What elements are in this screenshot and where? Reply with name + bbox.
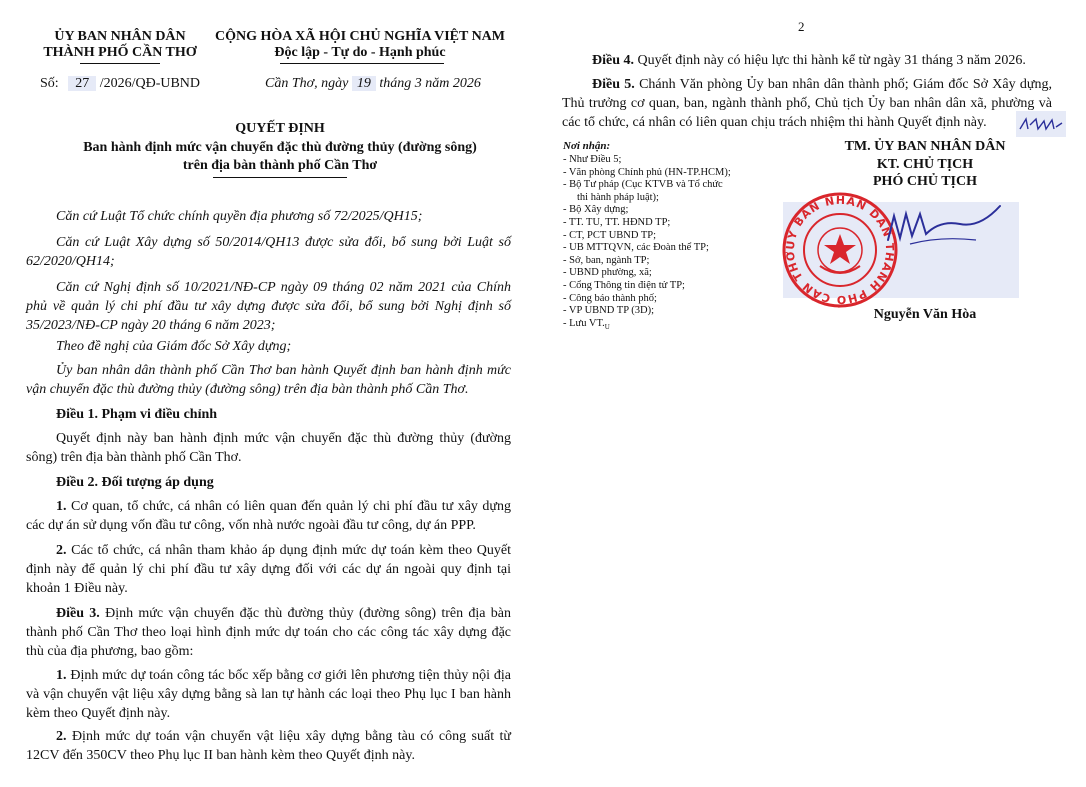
date-suffix: tháng 3 năm 2026 bbox=[379, 76, 481, 91]
article-3-body: Định mức vận chuyển đặc thù đường thủy (đường sông) trên địa bàn thành phố Cần Thơ theo loại hình định mức dự toán cho các công tác xây dựng đặc thù của địa phương, bao gồm: bbox=[26, 606, 511, 659]
recipient-item: - Sở, ban, ngành TP; bbox=[563, 254, 650, 266]
agency-name bbox=[20, 29, 220, 61]
article-3-clause-2 bbox=[26, 727, 511, 765]
number-value: 27 bbox=[68, 76, 96, 91]
page-number: 2 bbox=[798, 19, 805, 34]
nation-line2: Độc lập - Tự do - Hạnh phúc bbox=[274, 45, 446, 60]
recipient-text: - Lưu VT. bbox=[563, 317, 605, 329]
recipient-item: - Văn phòng Chính phủ (HN-TP.HCM); bbox=[563, 166, 731, 178]
article-2-clause-1 bbox=[26, 497, 511, 535]
article-5-title: Điều 5. bbox=[592, 77, 635, 92]
clause-number: 1. bbox=[56, 668, 67, 683]
recipients-label: Nơi nhận: bbox=[563, 140, 611, 152]
nation-line1: CỘNG HÒA XÃ HỘI CHỦ NGHĨA VIỆT NAM bbox=[214, 29, 505, 44]
preamble-2: Căn cứ Luật Xây dựng số 50/2014/QH13 được sửa đổi, bổ sung bởi Luật số 62/2020/QH14; bbox=[26, 235, 511, 269]
recipient-initial: U bbox=[604, 322, 610, 331]
recipient-item: - UBND phường, xã; bbox=[563, 267, 652, 279]
title-underline bbox=[213, 177, 347, 178]
agency-line1: ỦY BAN NHÂN DÂN bbox=[54, 29, 186, 44]
signer-name: Nguyễn Văn Hòa bbox=[873, 307, 977, 322]
article-3-clause-1 bbox=[26, 666, 511, 723]
handwritten-signature-icon bbox=[880, 200, 1020, 260]
recipient-item: thi hành pháp luật); bbox=[577, 191, 659, 203]
recipient-item: - Bộ Tư pháp (Cục KTVB và Tổ chức bbox=[563, 179, 723, 191]
national-motto bbox=[205, 29, 515, 61]
preamble-1: Căn cứ Luật Tổ chức chính quyền địa phương số 72/2025/QH15; bbox=[56, 209, 423, 224]
subtitle-line1: Ban hành định mức vận chuyển đặc thù đường thủy (đường sông) bbox=[83, 140, 477, 155]
article-4-body: Quyết định này có hiệu lực thi hành kể từ ngày 31 tháng 3 năm 2026. bbox=[637, 53, 1026, 68]
recipient-item: - Như Điều 5; bbox=[563, 154, 622, 165]
preamble-3: Căn cứ Nghị định số 10/2021/NĐ-CP ngày 09 tháng 02 năm 2021 của Chính phủ về quản lý chi phí đầu tư xây dựng được sửa đổi, bổ sung bởi Nghị định số 35/2023/NĐ-CP ngày 20 tháng 6 năm 2023; bbox=[26, 280, 511, 333]
number-label: Số: bbox=[40, 76, 59, 91]
initials-scribble-icon bbox=[1016, 111, 1066, 137]
clause-text: Các tổ chức, cá nhân tham khảo áp dụng định mức dự toán kèm theo Quyết định này để quản lý chi phí đầu tư xây dựng đối với các dự án ngoài quy định tại khoản 1 Điều này. bbox=[26, 543, 512, 596]
recipients-list bbox=[563, 154, 731, 333]
recipient-item: - Công báo thành phố; bbox=[563, 292, 657, 304]
article-4 bbox=[562, 51, 1052, 70]
clause-number: 2. bbox=[56, 729, 67, 744]
article-5-body: Chánh Văn phòng Ủy ban nhân dân thành phố; Giám đốc Sở Xây dựng, Thủ trưởng cơ quan, ban, ngành thành phố, Chủ tịch Ủy ban nhân dân xã, phường và các tổ chức, cá nhân có liên quan chịu trách nhiệm thi hành Quyết định này. bbox=[562, 77, 1052, 130]
initials-mark bbox=[1016, 111, 1066, 137]
decision-number bbox=[40, 76, 200, 92]
date-prefix: Cần Thơ, ngày bbox=[265, 76, 349, 91]
recipient-item: - UB MTTQVN, các Đoàn thể TP; bbox=[563, 242, 709, 254]
clause-text: Định mức dự toán vận chuyển vật liệu xây dựng bằng tàu có công suất từ 12CV đến 350CV theo Phụ lục II ban hành kèm theo Quyết định này. bbox=[26, 729, 512, 763]
recipient-item: - Cổng Thông tin điện tử TP; bbox=[563, 279, 685, 291]
issue-date bbox=[265, 76, 481, 92]
recipient-item: - CT, PCT UBND TP; bbox=[563, 229, 657, 241]
document-subtitle bbox=[20, 139, 540, 175]
number-suffix: /2026/QĐ-UBND bbox=[99, 76, 201, 91]
article-1-body: Quyết định này ban hành định mức vận chuyển đặc thù đường thủy (đường sông) trên địa bàn thành phố Cần Thơ. bbox=[26, 431, 511, 465]
motto-underline bbox=[280, 63, 444, 64]
agency-underline bbox=[80, 63, 160, 64]
sign-line3: PHÓ CHỦ TỊCH bbox=[873, 174, 977, 189]
signature-authority bbox=[810, 138, 1040, 191]
article-5 bbox=[562, 75, 1052, 132]
recipient-item bbox=[563, 318, 731, 334]
recipient-item: - Bộ Xây dựng; bbox=[563, 204, 629, 216]
clause-number: 1. bbox=[56, 499, 67, 514]
agency-line2: THÀNH PHỐ CẦN THƠ bbox=[43, 45, 197, 60]
preamble-5: Ủy ban nhân dân thành phố Cần Thơ ban hành Quyết định ban hành định mức vận chuyển đặc thù đường thủy (đường sông) trên địa bàn thành phố Cần Thơ. bbox=[26, 363, 511, 397]
article-2-title: Điều 2. Đối tượng áp dụng bbox=[56, 475, 214, 490]
document-title: QUYẾT ĐỊNH bbox=[235, 121, 325, 136]
clause-number: 2. bbox=[56, 543, 67, 558]
seal-text: ỦY BAN NHÂN DÂN THÀNH PHỐ CẦN THƠ bbox=[783, 193, 897, 307]
article-1-title: Điều 1. Phạm vi điều chỉnh bbox=[56, 407, 218, 422]
sign-line2: KT. CHỦ TỊCH bbox=[876, 156, 974, 172]
clause-text: Định mức dự toán công tác bốc xếp bằng cơ giới lên phương tiện thủy nội địa và vận chuyển vật liệu xây dựng bằng sà lan tự hành các loại theo Phụ lục I ban hành kèm theo Quyết định này. bbox=[26, 668, 512, 721]
date-day: 19 bbox=[352, 76, 376, 91]
recipient-item: - VP UBND TP (3D); bbox=[563, 305, 655, 317]
clause-text: Cơ quan, tổ chức, cá nhân có liên quan đến quản lý chi phí đầu tư xây dựng các dự án sử dụng vốn đầu tư công, vốn nhà nước ngoài đầu tư công, dự án PPP. bbox=[26, 499, 512, 533]
article-3 bbox=[26, 604, 511, 661]
article-2-clause-2 bbox=[26, 541, 511, 598]
preamble-4: Theo đề nghị của Giám đốc Sở Xây dựng; bbox=[56, 339, 292, 354]
article-4-title: Điều 4. bbox=[592, 53, 634, 68]
subtitle-line2: trên địa bàn thành phố Cần Thơ bbox=[182, 158, 378, 173]
recipient-item: - TT. TU, TT. HĐND TP; bbox=[563, 216, 671, 228]
sign-line1: TM. ỦY BAN NHÂN DÂN bbox=[844, 139, 1006, 154]
article-3-title: Điều 3. bbox=[56, 606, 100, 621]
